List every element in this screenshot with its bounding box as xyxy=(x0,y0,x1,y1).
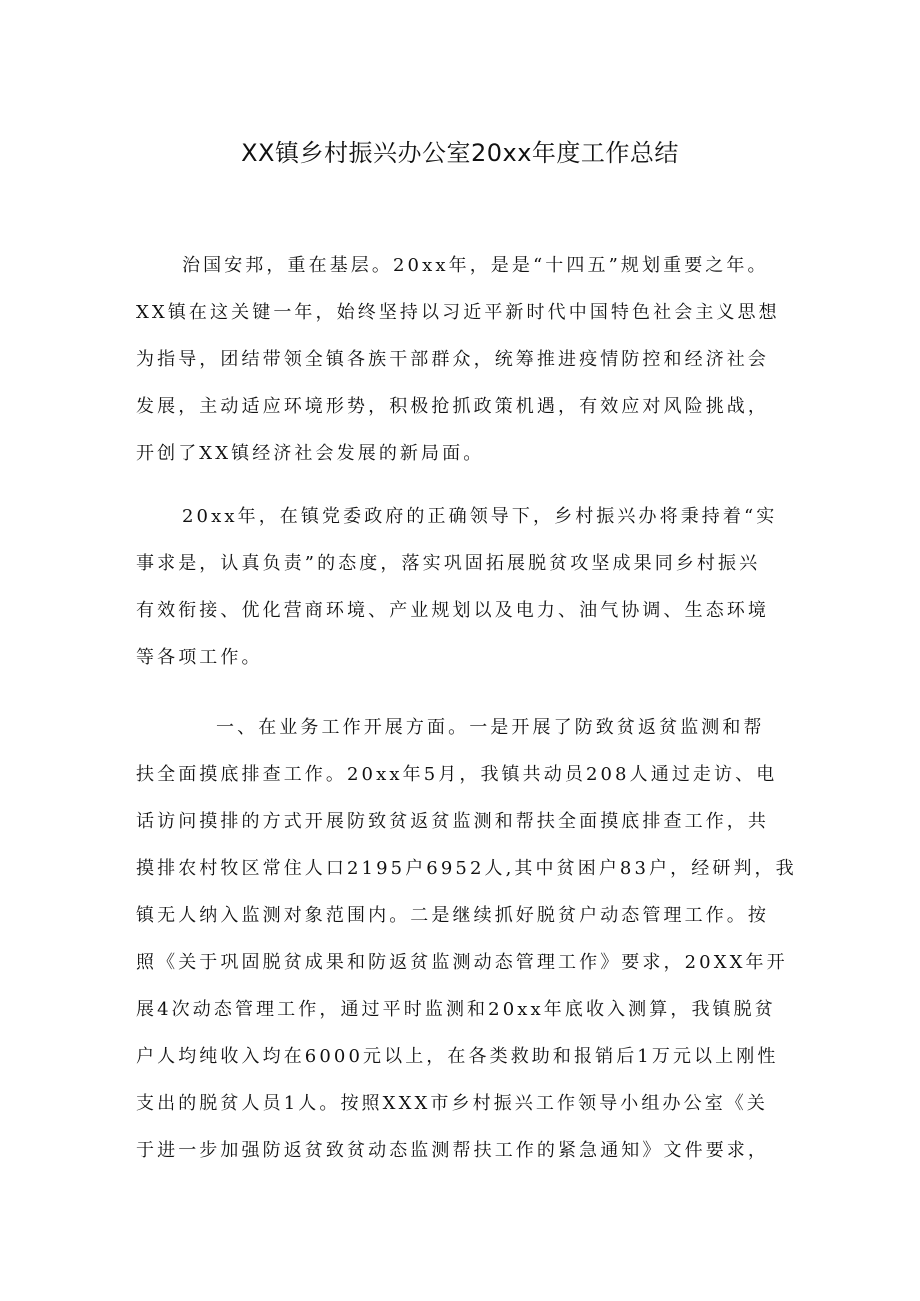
text-line: 展4次动态管理工作，通过平时监测和20xx年底收入测算，我镇脱贫 xyxy=(136,999,776,1020)
document-title: XX镇乡村振兴办公室20xx年度工作总结 xyxy=(241,139,679,167)
text-line: 发展，主动适应环境形势，积极抢抓政策机遇，有效应对风险挑战， xyxy=(136,396,769,417)
paragraph-section-one xyxy=(136,704,797,1174)
text-line: 有效衔接、优化营商环境、产业规划以及电力、油气协调、生态环境 xyxy=(136,600,769,621)
text-line: 扶全面摸底排查工作。20xx年5月，我镇共动员208人通过走访、电 xyxy=(136,764,778,785)
text-line: 治国安邦，重在基层。20xx年，是是“十四五”规划重要之年。 xyxy=(182,255,769,276)
text-line: 20xx年，在镇党委政府的正确领导下，乡村振兴办将秉持着“实 xyxy=(182,506,778,527)
text-line: 话访问摸排的方式开展防致贫返贫监测和帮扶全面摸底排查工作，共 xyxy=(136,811,769,832)
text-line: 支出的脱贫人员1人。按照XXX市乡村振兴工作领导小组办公室《关 xyxy=(136,1093,768,1114)
text-line: 照《关于巩固脱贫成果和防返贫监测动态管理工作》要求，20XX年开 xyxy=(136,952,788,973)
text-line: 为指导，团结带领全镇各族干部群众，统筹推进疫情防控和经济社会 xyxy=(136,349,769,370)
text-line: 开创了XX镇经济社会发展的新局面。 xyxy=(136,443,485,464)
paragraph-intro xyxy=(136,242,786,477)
text-line: 一、在业务工作开展方面。一是开展了防致贫返贫监测和帮 xyxy=(216,717,765,738)
text-line: 等各项工作。 xyxy=(136,647,263,668)
text-line: 镇无人纳入监测对象范围内。二是继续抓好脱贫户动态管理工作。按 xyxy=(136,905,769,926)
text-line: 户人均纯收入均在6000元以上，在各类救助和报销后1万元以上刚性 xyxy=(136,1046,779,1067)
text-line: 于进一步加强防返贫致贫动态监测帮扶工作的紧急通知》文件要求， xyxy=(136,1140,769,1161)
text-line: 事求是，认真负责”的态度，落实巩固拓展脱贫攻坚成果同乡村振兴 xyxy=(136,553,761,574)
paragraph-overview xyxy=(136,493,786,681)
text-line: 摸排农村牧区常住人口2195户6952人,其中贫困户83户，经研判，我 xyxy=(136,858,797,879)
text-line: XX镇在这关键一年，始终坚持以习近平新时代中国特色社会主义思想 xyxy=(136,302,780,323)
